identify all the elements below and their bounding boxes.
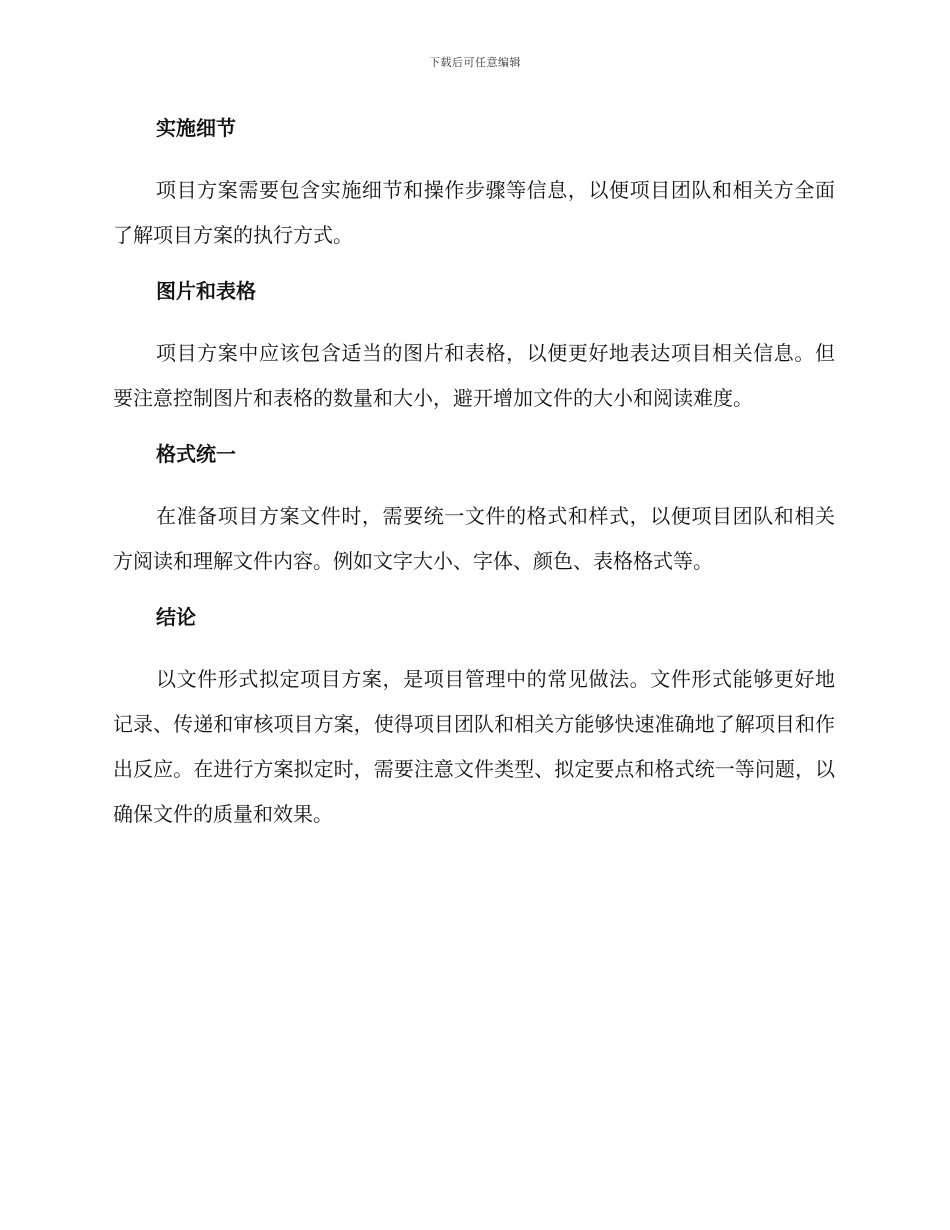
- page-header: 下载后可任意编辑: [429, 56, 521, 69]
- section-body-conclusion: 以文件形式拟定项目方案，是项目管理中的常见做法。文件形式能够更好地记录、传递和审核项目方案，使得项目团队和相关方能够快速准确地了解项目和作出反应。在进行方案拟定时，需要注意文件类型、拟定要点和格式统一等问题，以确保文件的质量和效果。: [113, 667, 835, 826]
- section-heading-format: 格式统一: [156, 442, 236, 466]
- section-body-implementation: 项目方案需要包含实施细节和操作步骤等信息，以便项目团队和相关方全面了解项目方案的执行方式。: [113, 178, 835, 247]
- document-body: [113, 110, 835, 837]
- section-body-format: 在准备项目方案文件时，需要统一文件的格式和样式，以便项目团队和相关方阅读和理解文件内容。例如文字大小、字体、颜色、表格格式等。: [113, 504, 835, 573]
- section-heading-images-tables: 图片和表格: [156, 279, 256, 303]
- section-heading-conclusion: 结论: [156, 605, 196, 629]
- section-heading-implementation: 实施细节: [156, 116, 236, 140]
- section-body-images-tables: 项目方案中应该包含适当的图片和表格，以便更好地表达项目相关信息。但要注意控制图片和表格的数量和大小，避开增加文件的大小和阅读难度。: [113, 341, 835, 410]
